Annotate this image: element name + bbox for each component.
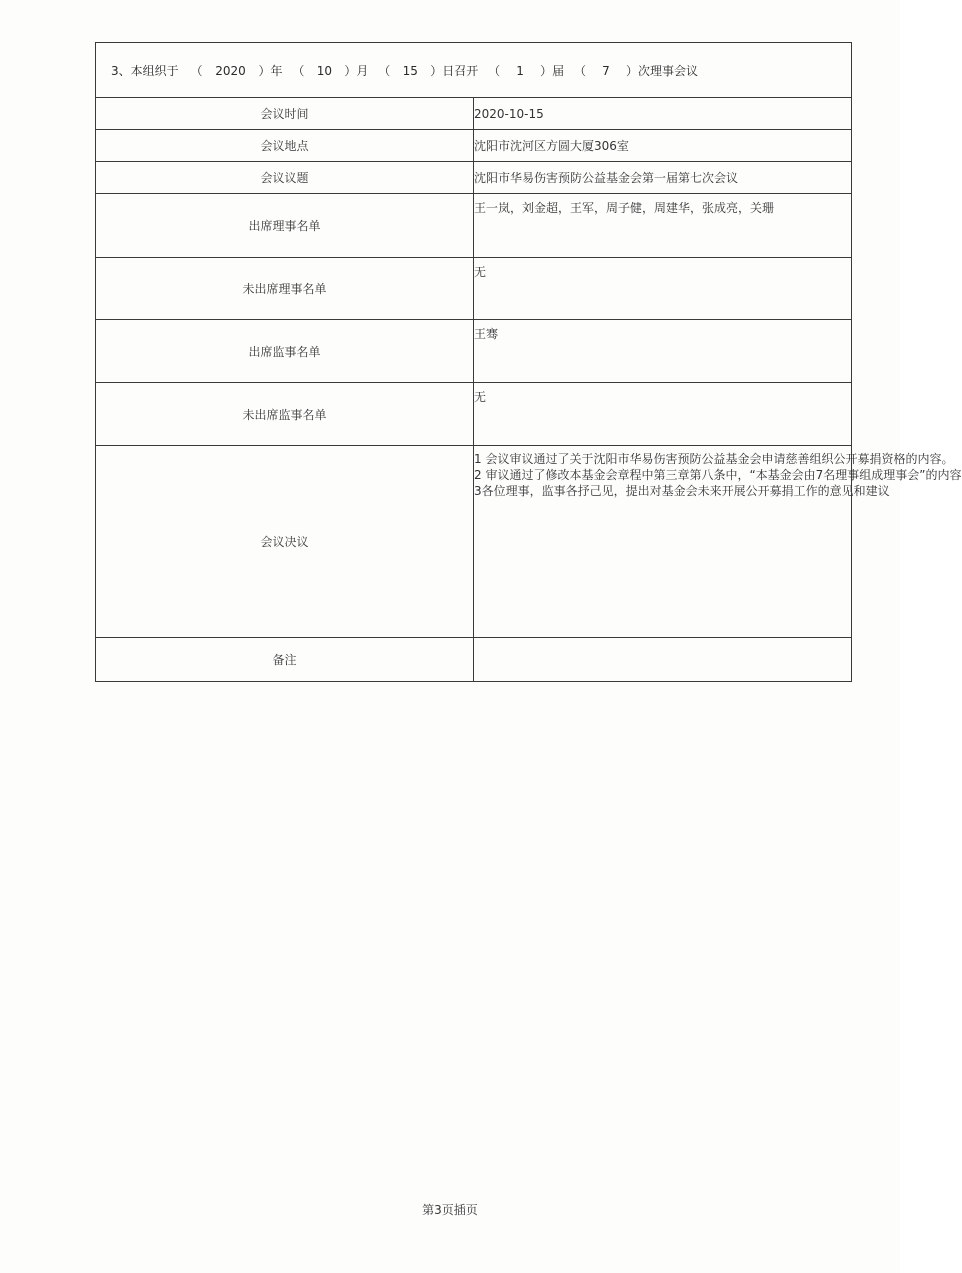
label-attending-supervisors: 出席监事名单 [96,320,474,383]
row-meeting-place [96,130,852,162]
row-absent-directors [96,258,852,320]
label-resolution: 会议决议 [96,446,474,638]
header-month-unit: 月 [356,63,369,78]
value-remarks [474,638,852,682]
value-attending-directors: 王一岚，刘金超，王军，周子健，周建华，张成亮，关珊 [474,194,852,258]
meeting-header-cell: 3、本组织于 （ 2020 ）年 （ 10 ）月 （ 15 ）日召开 （ 1 ）届 （ 7 ）次理事会议 [96,43,852,98]
header-session: 1 [516,63,524,78]
value-absent-directors: 无 [474,258,852,320]
row-meeting-time [96,98,852,130]
header-year-unit: 年 [270,63,283,78]
resolution-line-2: 2 审议通过了修改本基金会章程中第三章第八条中，“本基金会由7名理事组成理事会”的内容 [474,468,962,482]
header-month: 10 [316,63,332,78]
board-meeting-table [95,42,962,682]
header-day: 15 [402,63,418,78]
header-count: 7 [602,63,610,78]
page-footer: 第3页插页 [422,1203,478,1217]
label-absent-directors: 未出席理事名单 [96,258,474,320]
row-absent-supervisors [96,383,852,446]
header-day-unit: 日召开 [442,63,479,78]
header-session-unit: 届 [552,63,565,78]
value-absent-supervisors: 无 [474,383,852,446]
value-meeting-time: 2020-10-15 [474,98,852,130]
label-meeting-time: 会议时间 [96,98,474,130]
value-resolution [474,446,962,638]
header-year: 2020 [215,63,246,78]
row-meeting-topic [96,162,852,194]
header-prefix: 3、本组织于 [111,63,179,78]
resolution-line-3: 3各位理事，监事各抒己见，提出对基金会未来开展公开募捐工作的意见和建议 [474,484,890,498]
value-meeting-topic: 沈阳市华易伤害预防公益基金会第一届第七次会议 [474,162,852,194]
label-meeting-place: 会议地点 [96,130,474,162]
meeting-header-row [96,43,852,98]
resolution-line-1: 1 会议审议通过了关于沈阳市华易伤害预防公益基金会申请慈善组织公开募捐资格的内容。 [474,452,954,466]
label-remarks: 备注 [96,638,474,682]
label-meeting-topic: 会议议题 [96,162,474,194]
row-remarks [96,638,852,682]
label-absent-supervisors: 未出席监事名单 [96,383,474,446]
row-attending-supervisors [96,320,852,383]
value-attending-supervisors: 王骞 [474,320,852,383]
row-resolution [96,446,852,638]
row-attending-directors [96,194,852,258]
label-attending-directors: 出席理事名单 [96,194,474,258]
value-meeting-place: 沈阳市沈河区方圆大厦306室 [474,130,852,162]
header-count-unit: 次理事会议 [638,63,699,78]
